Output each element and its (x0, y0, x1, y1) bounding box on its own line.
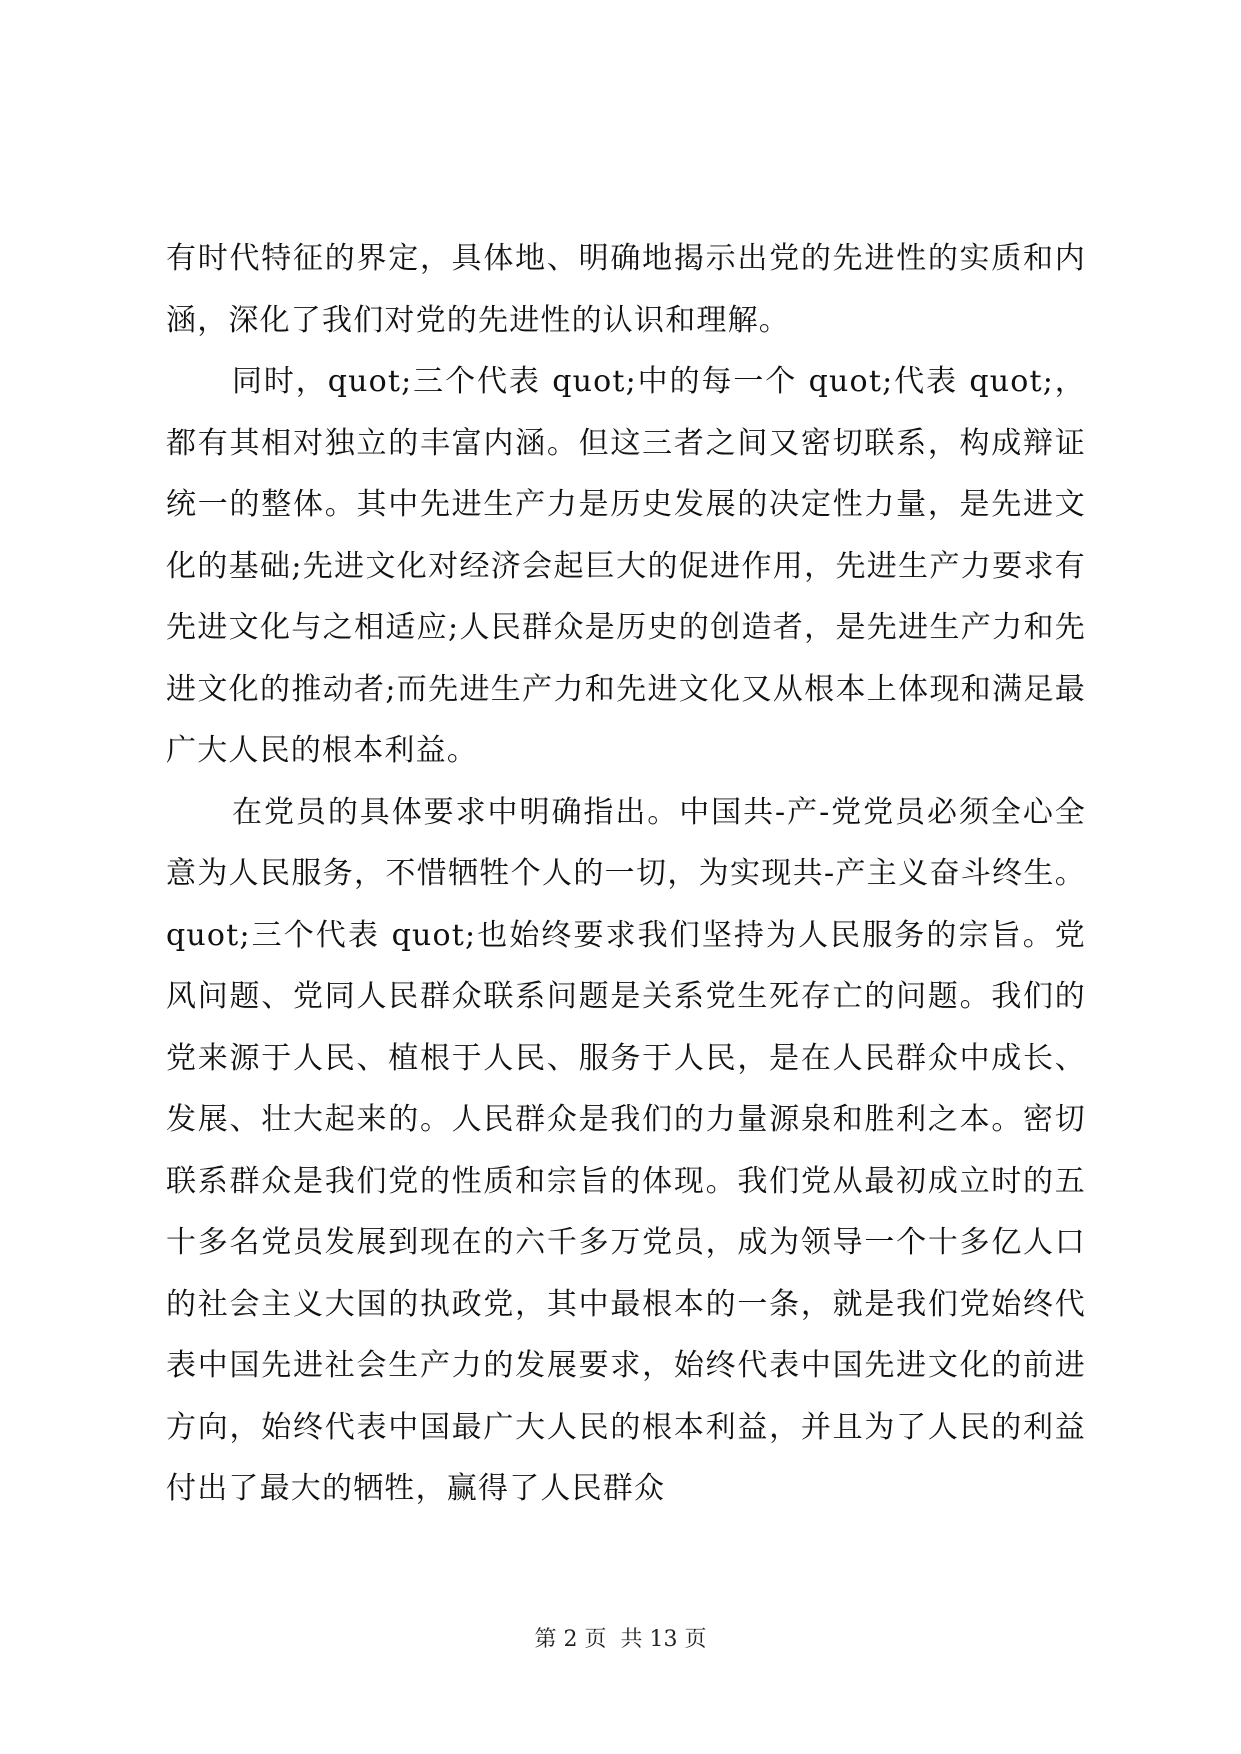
text-line: 力要求有先进文化与之相适应;人民群众是历史的创造者，是先 (166, 548, 1086, 645)
paragraph-3 (166, 782, 1086, 1520)
text-line: 胜利之本。密切联系群众是我们党的性质和宗旨的体现。我们党 (166, 1102, 1086, 1199)
text-line: 领导一个十多亿人口的社会主义大国的执政党，其中最根本的一 (166, 1225, 1086, 1322)
page-footer (0, 1622, 1241, 1653)
text-line: 题。我们的党来源于人民、植根于人民、服务于人民，是在人民 (166, 979, 1086, 1076)
page-total: 共 13 页 (620, 1627, 707, 1652)
body-text (166, 228, 1086, 1520)
text-line: 群众中成长、发展、壮大起来的。人民群众是我们的力量源泉和 (166, 1040, 1086, 1137)
text-line: 宗旨。党风问题、党同人民群众联系问题是关系党生死存亡的问 (166, 917, 1086, 1014)
text-line: 都有其相对独立的丰富内涵。但这三者之间又密切联系，构成辩 (166, 425, 1055, 461)
text-line: 证统一的整体。其中先进生产力是历史发展的决定性力量，是先 (166, 425, 1086, 522)
text-line: 同时，quot;三个代表 quot;中的每一个 quot;代表 quot;， (232, 364, 1086, 399)
text-line: 利益，并且为了人民的利益付出了最大的牺牲，赢得了人民群众 (166, 1409, 1086, 1506)
text-line: 内涵，深化了我们对党的先进性的认识和理解。 (166, 241, 1086, 338)
text-line: 在党员的具体要求中明确指出。中国共-产-党党员必须全心 (232, 794, 1055, 830)
text-line: 进生产力和先进文化的推动者;而先进生产力和先进文化又从根 (166, 610, 1086, 707)
page-number: 第 2 页 (534, 1627, 607, 1652)
text-line: 进文化的基础;先进文化对经济会起巨大的促进作用，先进生产 (166, 487, 1086, 584)
text-line: 全意为人民服务，不惜牺牲个人的一切，为实现共-产主义奋斗 (166, 794, 1086, 891)
text-line: 条，就是我们党始终代表中国先进社会生产力的发展要求，始终 (166, 1286, 1086, 1383)
text-line: 终生。quot;三个代表 quot;也始终要求我们坚持为人民服务的 (166, 856, 1086, 953)
text-line: 代表中国先进文化的前进方向，始终代表中国最广大人民的根本 (166, 1348, 1086, 1445)
paragraph-2 (166, 351, 1086, 782)
text-line: 从最初成立时的五十多名党员发展到现在的六千多万党员，成为 (166, 1163, 1086, 1260)
text-line: 本上体现和满足最广大人民的根本利益。 (166, 671, 1086, 768)
text-line: 有时代特征的界定，具体地、明确地揭示出党的先进性的实质和 (166, 241, 1055, 276)
paragraph-1 (166, 228, 1086, 351)
